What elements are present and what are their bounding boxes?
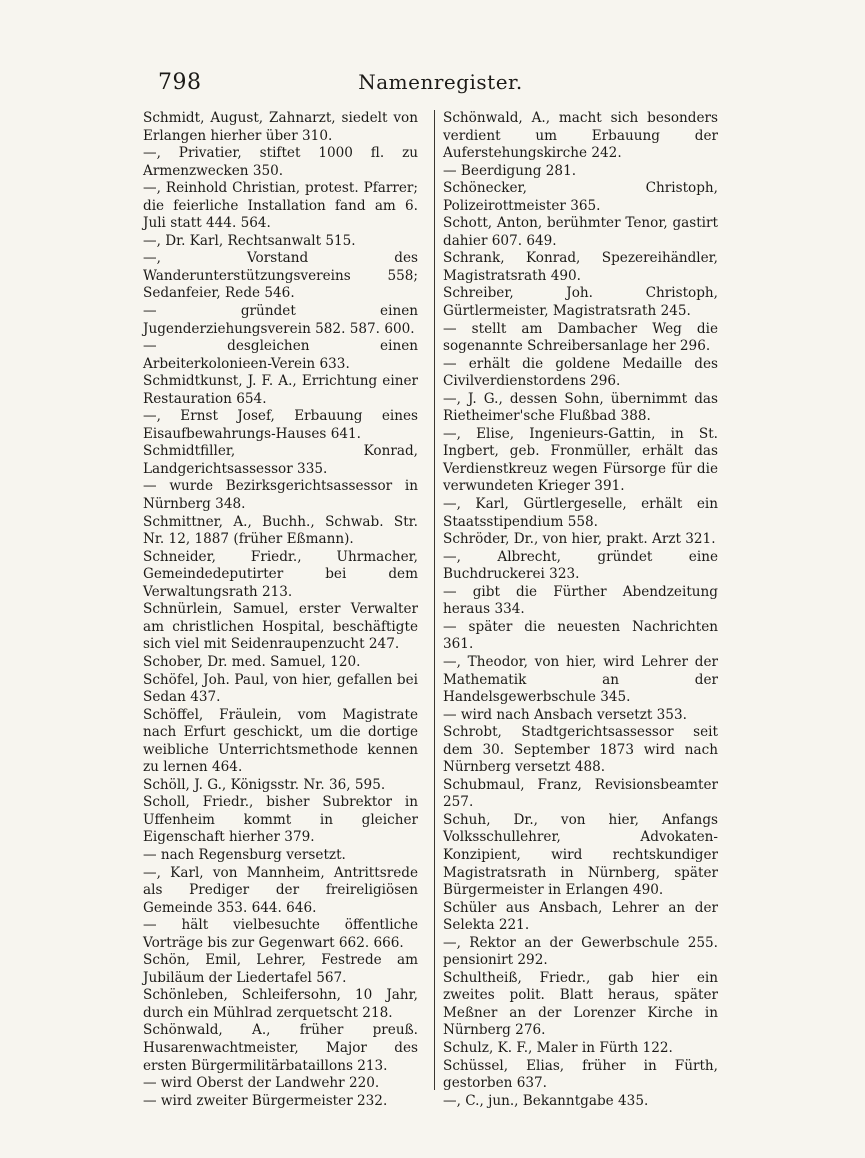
index-entry: — später die neuesten Nachrichten 361. [443, 618, 718, 653]
page-number: 798 [158, 70, 202, 95]
index-entry: —, Karl, Gürtlergeselle, erhält ein Staatsstipendium 558. [443, 496, 718, 530]
left-column [143, 110, 418, 1110]
index-entry: Schober, Dr. med. Samuel, 120. [143, 653, 361, 670]
index-entry: Schnürlein, Samuel, erster Verwalter am christlichen Hospital, beschäftigte sich viel mit Seidenraupenzucht 247. [143, 601, 418, 653]
index-entry: Schönecker, Christoph, Polizeirottmeister 365. [443, 180, 718, 214]
index-entry: — hält vielbesuchte öffentliche Vorträge bis zur Gegenwart 662. 666. [143, 917, 418, 951]
index-entry: Schüssel, Elias, früher in Fürth, gestorben 637. [443, 1057, 718, 1092]
index-entry: —, Albrecht, gründet eine Buchdruckerei 323. [443, 548, 718, 583]
index-entry: —, C., jun., Bekanntgabe 435. [443, 1092, 649, 1109]
index-entry: — desgleichen einen Arbeiterkolonieen-Verein 633. [143, 338, 418, 372]
index-entry: Schröder, Dr., von hier, prakt. Arzt 321. [443, 531, 716, 548]
index-entry: Schmittner, A., Buchh., Schwab. Str. Nr. 12, 1887 (früher Eßmann). [143, 513, 418, 548]
index-entry: Schneider, Friedr., Uhrmacher, Gemeindedeputirter bei dem Verwaltungsrath 213. [143, 548, 418, 600]
index-entry: Schöffel, Fräulein, vom Magistrate nach Erfurt geschickt, um die dortige weibliche Unterrichtsmethode kennen zu lernen 464. [143, 706, 418, 776]
index-entry: —, J. G., dessen Sohn, übernimmt das Rietheimer'sche Flußbad 388. [443, 390, 718, 425]
index-entry: — stellt am Dambacher Weg die sogenannte Schreibersanlage her 296. [443, 320, 718, 355]
index-entry: Schöfel, Joh. Paul, von hier, gefallen bei Sedan 437. [143, 671, 418, 706]
index-entry: —, Reinhold Christian, protest. Pfarrer; die feierliche Installation fand am 6. Juli statt 444. 564. [143, 180, 418, 232]
index-entry: Schott, Anton, berühmter Tenor, gastirt dahier 607. 649. [443, 215, 718, 249]
index-entry: — wird Oberst der Landwehr 220. [143, 1075, 380, 1092]
index-entry: —, Dr. Karl, Rechtsanwalt 515. [143, 232, 356, 249]
index-entry: — wird nach Ansbach versetzt 353. [443, 706, 687, 723]
index-entry: Schulz, K. F., Maler in Fürth 122. [443, 1039, 673, 1056]
index-entry: Schreiber, Joh. Christoph, Gürtlermeister, Magistratsrath 245. [443, 285, 718, 320]
index-entry: —, Theodor, von hier, wird Lehrer der Mathematik an der Handelsgewerbschule 345. [443, 653, 718, 706]
index-entry: Schuh, Dr., von hier, Anfangs Volksschullehrer, Advokaten-Konzipient, wird rechtskundiger Magistratsrath in Nürnberg, später Bürgermeister in Erlangen 490. [443, 811, 718, 899]
right-column [443, 110, 718, 1110]
index-entry: — erhält die goldene Medaille des Civilverdienstordens 296. [443, 355, 718, 390]
index-entry: — wird zweiter Bürgermeister 232. [143, 1092, 388, 1109]
page-header [158, 70, 723, 98]
index-entry: —, Rektor an der Gewerbschule 255. pensionirt 292. [443, 934, 718, 969]
index-entry: — gibt die Fürther Abendzeitung heraus 334. [443, 583, 718, 618]
index-entry: Schöll, J. G., Königsstr. Nr. 36, 595. [143, 776, 386, 793]
index-entry: Schultheiß, Friedr., gab hier ein zweites polit. Blatt heraus, später Meßner an der Lorenzer Kirche in Nürnberg 276. [443, 969, 718, 1039]
index-entry: Schmidtkunst, J. F. A., Errichtung einer Restauration 654. [143, 373, 418, 407]
running-title: Namenregister. [358, 70, 523, 94]
index-entry: Schönwald, A., macht sich besonders verdient um Erbauung der Auferstehungskirche 242. [443, 110, 718, 162]
index-entry: —, Vorstand des Wanderunterstützungsvereins 558; Sedanfeier, Rede 546. [143, 250, 418, 302]
index-entry: Schmidtfiller, Konrad, Landgerichtsassessor 335. [143, 443, 418, 477]
index-entry: — Beerdigung 281. [443, 162, 577, 179]
index-entry: — nach Regensburg versetzt. [143, 846, 346, 863]
index-entry: Schmidt, August, Zahnarzt, siedelt von Erlangen hierher über 310. [143, 110, 418, 144]
index-entry: Schüler aus Ansbach, Lehrer an der Selekta 221. [443, 899, 718, 934]
index-entry: Schubmaul, Franz, Revisionsbeamter 257. [443, 776, 718, 811]
index-entry: Schrank, Konrad, Spezereihändler, Magistratsrath 490. [443, 250, 718, 284]
index-entry: —, Privatier, stiftet 1000 fl. zu Armenzwecken 350. [143, 145, 418, 179]
index-entry: Schön, Emil, Lehrer, Festrede am Jubiläum der Liedertafel 567. [143, 952, 418, 986]
index-entry: Schönleben, Schleifersohn, 10 Jahr, durch ein Mühlrad zerquetscht 218. [143, 987, 418, 1021]
index-entry: — gründet einen Jugenderziehungsverein 582. 587. 600. [143, 303, 418, 337]
index-entry: — wurde Bezirksgerichtsassessor in Nürnberg 348. [143, 478, 418, 513]
index-entry: —, Ernst Josef, Erbauung eines Eisaufbewahrungs-Hauses 641. [143, 408, 418, 442]
index-entry: Scholl, Friedr., bisher Subrektor in Uffenheim kommt in gleicher Eigenschaft hierher 379. [143, 794, 418, 846]
index-entry: Schrobt, Stadtgerichtsassessor seit dem 30. September 1873 wird nach Nürnberg versetzt 488. [443, 724, 718, 776]
index-entry: Schönwald, A., früher preuß. Husarenwachtmeister, Major des ersten Bürgermilitärbataillons 213. [143, 1022, 418, 1074]
index-entry: —, Karl, von Mannheim, Antrittsrede als Prediger der freireligiösen Gemeinde 353. 644. 646. [143, 864, 418, 916]
index-entry: —, Elise, Ingenieurs-Gattin, in St. Ingbert, geb. Fronmüller, erhält das Verdienstkreuz wegen Fürsorge für die verwundeten Krieger 391. [443, 425, 718, 495]
column-divider [434, 110, 435, 1090]
